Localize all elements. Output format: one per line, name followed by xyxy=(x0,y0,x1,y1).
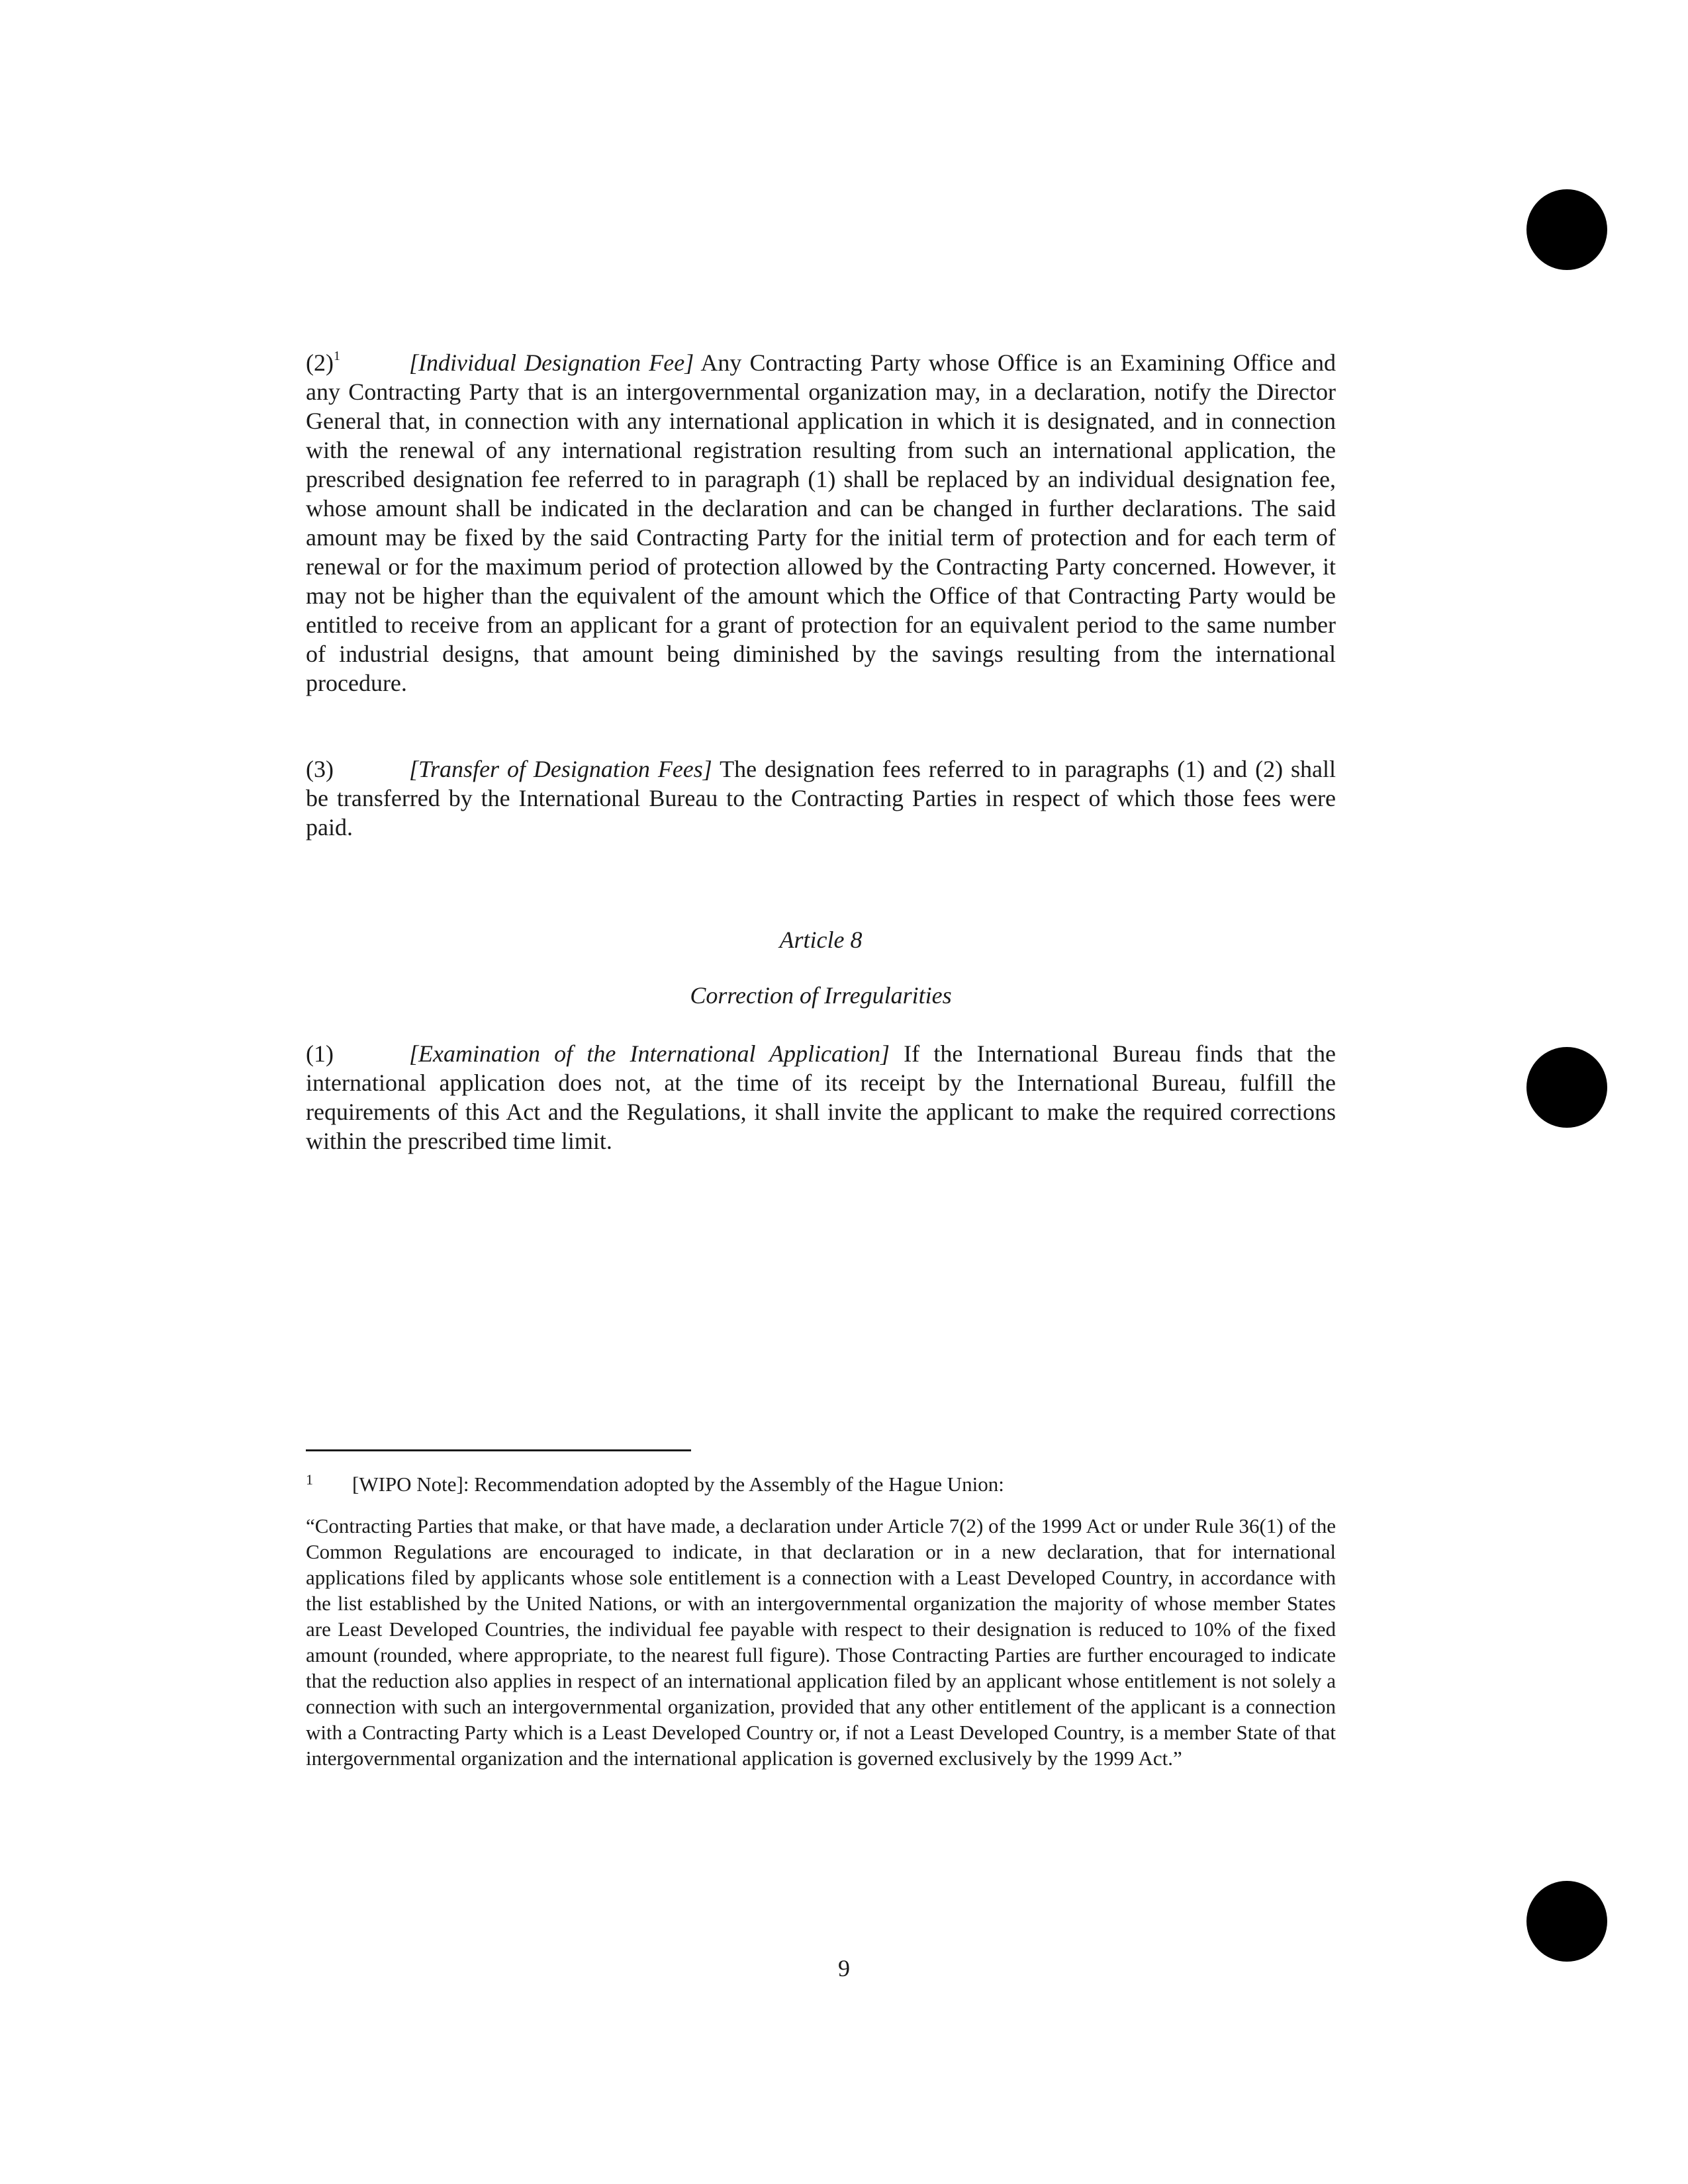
paragraph-text: If the International Bureau finds that the international application does not, at the time of its receipt by the International Bureau, fulfill the requirements of this Act and the Regulations, it shall invite the applicant to make the required corrections within the prescribed time limit. xyxy=(306,1040,1336,1154)
punch-hole-bottom xyxy=(1526,1881,1607,1962)
footnote-separator xyxy=(306,1449,691,1451)
page-number: 9 xyxy=(838,1955,850,1981)
article-paragraph-1 xyxy=(306,1039,1336,1156)
paragraph-number: (3) xyxy=(306,756,334,782)
footnote-label-text: [WIPO Note]: Recommendation adopted by the Assembly of the Hague Union: xyxy=(352,1473,1004,1496)
article-subtitle: Correction of Irregularities xyxy=(690,982,952,1009)
footnote-mark: 1 xyxy=(306,1471,313,1488)
paragraph-2 xyxy=(306,348,1336,698)
footnote-label xyxy=(306,1467,1336,1497)
footnote-reference: 1 xyxy=(333,349,340,363)
paragraph-heading: [Transfer of Designation Fees] xyxy=(409,756,712,782)
paragraph-3 xyxy=(306,754,1336,842)
paragraph-number: $(2)^1$ xyxy=(306,349,340,376)
article-title: Article 8 xyxy=(779,927,863,953)
punch-hole-top xyxy=(1526,189,1607,270)
punch-hole-middle xyxy=(1526,1047,1607,1128)
paragraph-heading: [Examination of the International Application] xyxy=(409,1040,890,1067)
footnote-text: “Contracting Parties that make, or that have made, a declaration under Article 7(2) of the 1999 Act or under Rule 36(1) of the Common Regulations are encouraged to indicate, in that declaration or in a new declaration, that for international applications filed by applicants whose sole entitlement is a connection with a Least Developed Country, in accordance with the list established by the United Nations, or with an intergovernmental organization the majority of whose member States are Least Developed Countries, the individual fee payable with respect to their designation is reduced to 10% of the fixed amount (rounded, where appropriate, to the nearest full figure). Those Contracting Parties are further encouraged to indicate that the reduction also applies in respect of an international application filed by an applicant whose entitlement is not solely a connection with such an intergovernmental organization, provided that any other entitlement of the applicant is a connection with a Contracting Party which is a Least Developed Country or, if not a Least Developed Country, is a member State of that intergovernmental organization and the international application is governed exclusively by the 1999 Act.” xyxy=(306,1514,1336,1770)
paragraph-text: Any Contracting Party whose Office is an Examining Office and any Contracting Party that is an intergovernmental organization may, in a declaration, notify the Director General that, in connection with any international application in which it is designated, and in connection with the renewal of any international registration resulting from such an international application, the prescribed designation fee referred to in paragraph (1) shall be replaced by an individual designation fee, whose amount shall be indicated in the declaration and can be changed in further declarations. The said amount may be fixed by the said Contracting Party for the initial term of protection and for each term of renewal or for the maximum period of protection allowed by the Contracting Party concerned. However, it may not be higher than the equivalent of the amount which the Office of that Contracting Party would be entitled to receive from an applicant for a grant of protection for an equivalent period to the same number of industrial designs, that amount being diminished by the savings resulting from the international procedure. xyxy=(306,349,1336,696)
paragraph-text: The designation fees referred to in paragraphs (1) and (2) shall be transferred by the International Bureau to the Contracting Parties in respect of which those fees were paid. xyxy=(306,756,1336,841)
paragraph-number: (1) xyxy=(306,1040,334,1067)
paragraph-heading: [Individual Designation Fee] xyxy=(409,349,694,376)
